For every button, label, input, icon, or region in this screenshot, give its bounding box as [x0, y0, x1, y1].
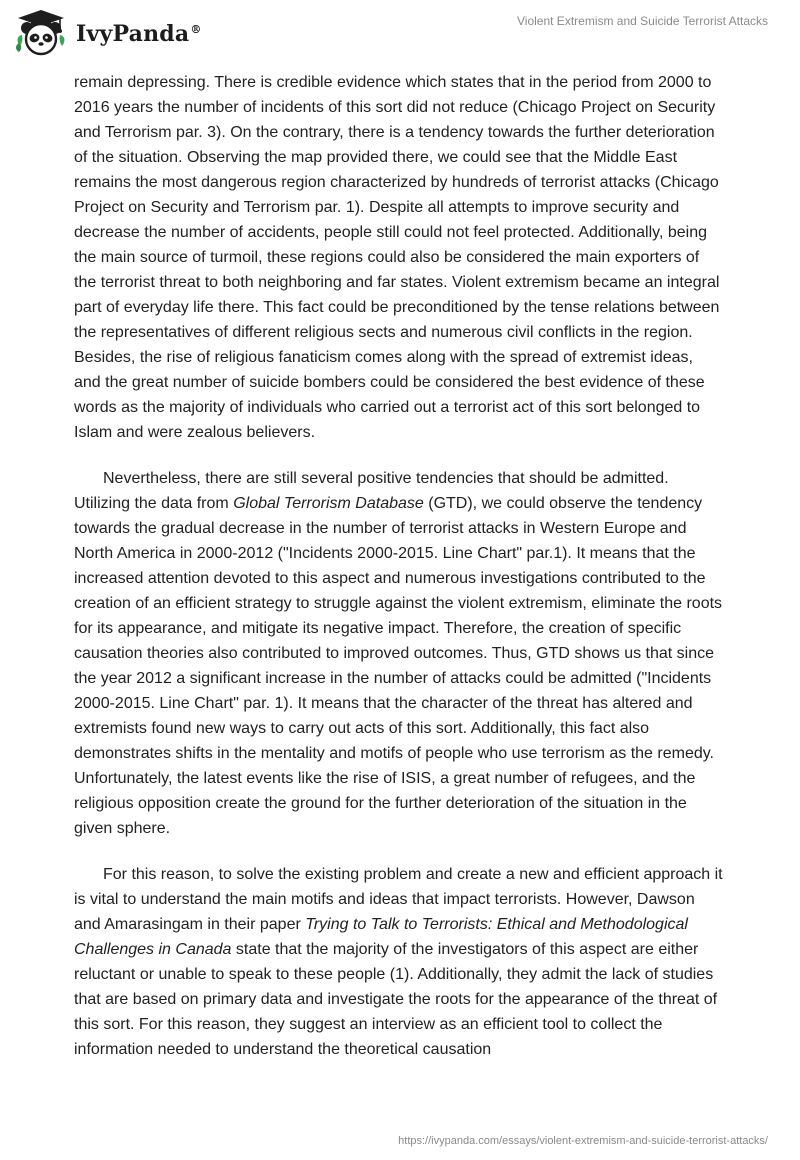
- paragraph-2-italic-title: Global Terrorism Database: [233, 495, 424, 512]
- paragraph-2-text-a: Nevertheless, there are still several positive tendencies that should be admitted. Utilizing the data from: [74, 470, 669, 512]
- paragraph-2: [74, 466, 724, 841]
- paragraph-3: [74, 862, 724, 1062]
- page-header: [0, 0, 800, 70]
- paragraph-1: remain depressing. There is credible evidence which states that in the period from 2000 to 2016 years the number of incidents of this sort did not reduce (Chicago Project on Security and Terrorism par. 3). On the contrary, there is a tendency towards the further deterioration of the situation. Observing the map provided there, we could see that the Middle East remains the most dangerous region characterized by hundreds of terrorist attacks (Chicago Project on Security and Terrorism par. 1). Despite all attempts to improve security and decrease the number of accidents, people still could not feel protected. Additionally, being the main source of turmoil, these regions could also be considered the main exporters of the terrorist threat to both neighboring and far states. Violent extremism became an integral part of everyday life there. This fact could be preconditioned by the tense relations between the representatives of different religious sects and numerous civil conflicts in the region. Besides, the rise of religious fanaticism comes along with the spread of extremist ideas, and the great number of suicide bombers could be considered the best evidence of these words as the majority of individuals who carried out a terrorist act of this sort belonged to Islam and were zealous believers.: [74, 74, 720, 441]
- paragraph-2-text-b: (GTD), we could observe the tendency towards the gradual decrease in the number of terrorist attacks in Western Europe and North America in 2000-2012 ("Incidents 2000-2015. Line Chart" par.1). It means that the increased attention devoted to this aspect and numerous investigations contributed to the creation of an efficient strategy to struggle against the violent extremism, eliminate the roots for its appearance, and mitigate its negative impact. Therefore, the creation of specific causation theories also contributed to improved outcomes. Thus, GTD shows us that since the year 2012 a significant increase in the number of attacks could be admitted ("Incidents 2000-2015. Line Chart" par. 1). It means that the character of the threat has altered and extremists found new ways to carry out acts of this sort. Additionally, this fact also demonstrates shifts in the mentality and motifs of people who use terrorism as the remedy. Unfortunately, the latest events like the rise of ISIS, a great number of refugees, and the religious opposition create the ground for the further deterioration of the situation in the given sphere.: [74, 495, 723, 837]
- essay-body: [74, 70, 724, 1083]
- source-url[interactable]: https://ivypanda.com/essays/violent-extremism-and-suicide-terrorist-attacks/: [398, 1135, 768, 1147]
- document-title: Violent Extremism and Suicide Terrorist Attacks: [517, 14, 768, 28]
- paragraph-3-text-b: state that the majority of the investigators of this aspect are either reluctant or unable to speak to these people (1). Additionally, they admit the lack of studies that are based on primary data and investigate the roots for the appearance of the threat of this sort. For this reason, they suggest an interview as an efficient tool to collect the information needed to understand the theoretical causation: [74, 941, 718, 1058]
- panda-graduate-icon: [14, 8, 68, 58]
- paragraph-3-text-a: For this reason, to solve the existing problem and create a new and efficient approach it is vital to understand the main motifs and ideas that impact terrorists. However, Dawson and Amarasingam in their paper: [74, 866, 723, 933]
- brand-logo[interactable]: [14, 8, 202, 58]
- brand-name: IvyPanda®: [76, 21, 202, 47]
- registered-mark: ®: [190, 22, 202, 36]
- paragraph-3-italic-title: Trying to Talk to Terrorists: Ethical and Methodological Challenges in Canada: [74, 916, 688, 958]
